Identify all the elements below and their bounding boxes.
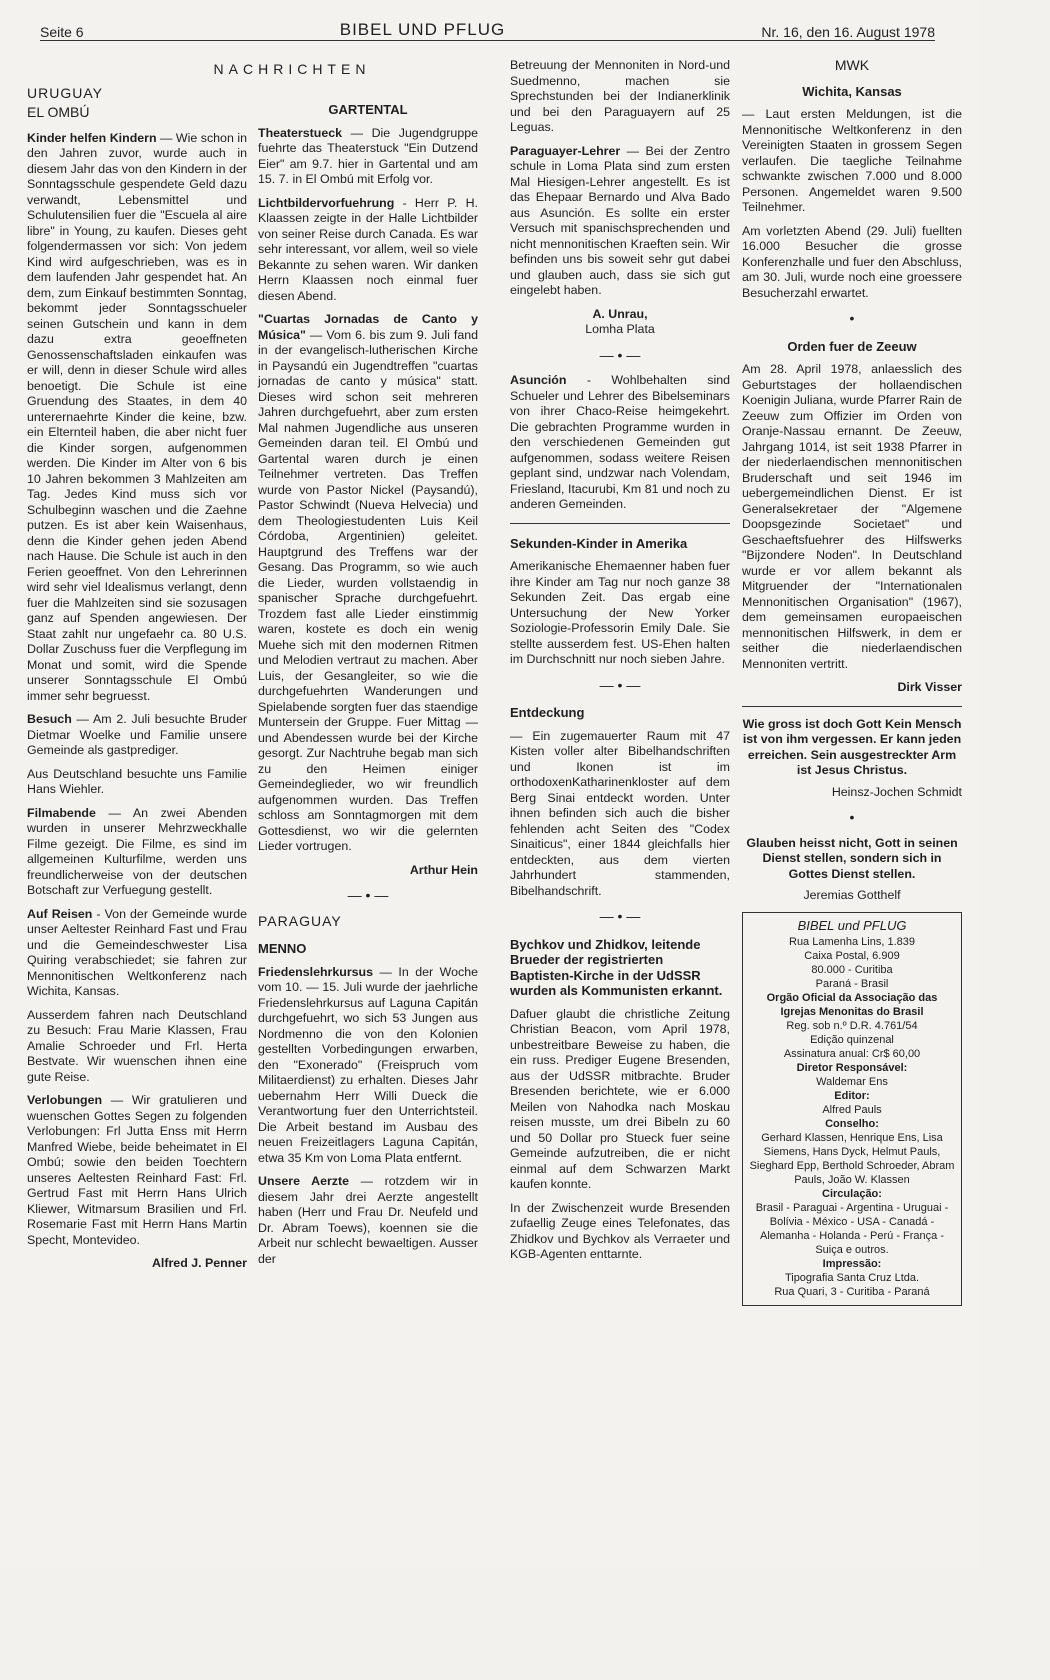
article-paragraph: In der Zwischenzeit wurde Bresenden zufaellig Zeuge eines Telefonates, das Zhidkov und Bychkov als Verraeter und KGB-Agenten enttarnte. <box>510 1200 730 1261</box>
article-paragraph: Filmabende — An zwei Abenden wurden in unserer Mehrzweckhalle Filme gezeigt. Die Filme, es sind im allgemeinen Kulturfilme, werden uns freundlicherweise von der deutschen Botschaft zur Verfuegung gestellt. <box>27 805 247 897</box>
imprint-line: Paraná - Brasil <box>815 977 889 990</box>
quote-author: Heinsz-Jochen Schmidt <box>831 784 962 799</box>
article-paragraph: Auf Reisen - Von der Gemeinde wurde unser Aeltester Reinhard Fast und Frau und die Gemeindeschwester Lisa Quiring verabschiedet; sie fahren zur Mennonitischen Weltkonferenz nach Wichita, Kansas. <box>27 906 247 998</box>
article-paragraph: Friedenslehrkursus — In der Woche vom 10. — 15. Juli wurde der jaehrliche Friedenslehrkursus auf Laguna Capitán durchgefuehrt, wo sich 53 Jungen aus Nordmenno die von den Kolonien gestellten Vorbedingungen erwarben, den "Exonerado" (Freispruch vom Militaerdienst) zu erhalten. Dieses Jahr uebernahm Herr Willi Dueck die Verantwortung fuer den Unterrichtsteil. Die Arbeit bestand im Ausbau des neuen Freizeitlagers Laguna Capitán, etwa 35 Km von Loma Plata entfernt. <box>258 964 478 1165</box>
city-heading: Wichita, Kansas <box>802 83 902 99</box>
article-paragraph: Paraguayer-Lehrer — Bei der Zentro schule in Loma Plata sind zum ersten Mal Hiesigen-Lehrer angestellt. Es ist das Ehepaar Bernardo und Alva Bado aus Asunción. Es sollte ein erster Versuch mit spanischsprechenden und nicht mennonitischen Kraeften sein. Wir befinden uns bis soweit sehr gut dabei und glauben auch, dass sie sich gut eingelebt haben. <box>510 143 730 297</box>
article-heading: Sekunden-Kinder in Amerika <box>510 535 688 551</box>
section-heading: GARTENTAL <box>328 102 408 117</box>
imprint-line: Tipografia Santa Cruz Ltda. <box>784 1271 920 1284</box>
country-heading: PARAGUAY <box>258 912 342 929</box>
signature: Dirk Visser <box>897 680 962 694</box>
imprint-line: Impressão: <box>822 1257 882 1270</box>
imprint-line: Reg. sob n.º D.R. 4.761/54 <box>786 1019 918 1032</box>
imprint-line: 80.000 - Curitiba <box>811 963 893 976</box>
country-heading: URUGUAY <box>27 84 103 101</box>
imprint-line: Assinatura anual: Cr$ 60,00 <box>783 1047 921 1060</box>
article-heading: Bychkov und Zhidkov, leitende Brueder der registrierten Baptisten-Kirche in der UdSSR wurden als Kommunisten erkannt. <box>510 936 723 998</box>
article-paragraph: Aus Deutschland besuchte uns Familie Hans Wiehler. <box>27 766 247 796</box>
article-paragraph: — Ein zugemauerter Raum mit 47 Kisten voller alter Bibelhandschriften und Ikonen ist im orthodoxenKatharinenkloster auf dem Berg Sinai entdeckt worden. Unter ihnen befinden sich auch die bisher fehlenden acht Seiten des "Codex Sinaiticus", einer 1844 gleichfalls hier entdeckten, aus dem vierten Jahrhundert stammenden, Bibelhandschrift. <box>510 728 730 898</box>
page-header <box>40 18 935 41</box>
page-number: Seite 6 <box>40 24 84 40</box>
article-paragraph: Amerikanische Ehemaenner haben fuer ihre Kinder am Tag nur noch ganze 38 Sekunden Zeit. Das ergab eine Untersuchung der New Yorker Soziologie-Professorin Emily Dale. Sie stellte ausserdem fest. US-Ehen halten im Durchschnitt nur noch sieben Jahre. <box>510 559 730 666</box>
city-heading: EL OMBÚ <box>27 104 90 120</box>
imprint-box <box>742 912 962 1306</box>
imprint-line: Editor: <box>834 1089 870 1102</box>
imprint-line: Edição quinzenal <box>810 1033 894 1046</box>
separator: • <box>849 809 855 825</box>
article-paragraph: Asunción - Wohlbehalten sind Schueler und Lehrer des Bibelseminars von ihrer Chaco-Reise heimgekehrt. Die gebrachten Programme wurden in den verschiedenen Gemeinden gut aufgenommen, sodass weitere Reisen geplant sind, undzwar nach Volendam, Friesland, Itacurubi, Km 81 und noch zu anderen Gemeinden. <box>510 373 730 511</box>
imprint-title: BIBEL und PFLUG <box>797 917 907 933</box>
article-paragraph: Dafuer glaubt die christliche Zeitung Christian Beacon, vom April 1978, unbestreitbare Beweise zu haben, die ein russ. Prediger Eugene Bresenden, aus der UdSSR mitbrachte. Bruder Bresenden berichtete, wie er 6.000 Meilen von Nahodka nach Moskau reisen musste, um drei Bibeln zu 60 und 50 Dollar pro Stueck fuer seine Gemeinde aufzutreiben, die er nicht einmal auf dem Schwarzen Markt kaufen konnte. <box>510 1006 730 1191</box>
issue-date: Nr. 16, den 16. August 1978 <box>761 24 935 40</box>
signature: Alfred J. Penner <box>151 1256 247 1270</box>
article-paragraph: Lichtbildervorfuehrung - Herr P. H. Klaassen zeigte in der Halle Lichtbilder von seiner Reise durch Canada. Es war sehr interessant, vor allem, weil so viele Bekannte zu sehen waren. Wir danken Herrn Klaassen noch einmal fuer diesen Abend. <box>258 195 478 303</box>
separator: — • — <box>599 908 641 924</box>
section-heading: MWK <box>834 57 870 73</box>
article-paragraph: "Cuartas Jornadas de Canto y Música" — Vom 6. bis zum 9. Juli fand in der evangelisch-lutherischen Kirche in Paysandú ein Jugendtreffen "cuartas jornadas de canto y música" statt. Dieses wird schon seit mehreren Jahren durchgefuehrt, aber zum ersten Mal nahmen Jugendliche aus unseren Gemeinden daran teil. El Ombú und Gartental waren durch je einen Teilnehmer vertreten. Das Treffen wurde von Pastor Nickel (Paysandú), Pastor Schwindt (Nueva Helvecia) und dem Theologiestudenten Luis Keil Córdoba, Argentinien) geleitet. Hauptgrund des Treffens war der Gesang. Das Programm, so wie auch die Lieder, wurden vollstaendig in spanischer Sprache durchgefuehrt. Trozdem fast alle Lieder einstimmig waren, kostete es doch ein wenig Muehe sich mit den modernen Ritmen und Melodien vertraut zu machen. Aber Luis, der Gesangleiter, so wie die durchgefuehrten Wanderungen und Spielabende sorgten fuer das staendige Muntersein der Gruppe. Fuer Mittag — und Abendessen wurde bei der Kirche gesorgt. Zur Nachtruhe begab man sich zu den Heimen einiger Gemeindeglieder, wo wir freundlich aufgenommen wurden. Das Treffen schloss am Sonntagmorgen mit dem Gottesdienst, wo wir die gelernten Lieder vortrugen. <box>258 312 478 853</box>
separator: — • — <box>599 676 641 693</box>
signature: Arthur Hein <box>409 862 478 877</box>
column-4 <box>742 58 962 1306</box>
article-paragraph: Theaterstueck — Die Jugendgruppe fuehrte das Theaterstuck "Ein Dutzend Eier" am 9.7. hier in Gartental und am 15. 7. in El Ombú mit Erfolg vor. <box>258 125 478 186</box>
imprint-line: Conselho: <box>825 1117 879 1130</box>
signature-name: A. Unrau, <box>592 306 648 321</box>
imprint-line: Waldemar Ens <box>816 1075 888 1088</box>
imprint-line: Alfred Pauls <box>822 1103 882 1116</box>
article-paragraph: Ausserdem fahren nach Deutschland zu Besuch: Frau Marie Klassen, Frau Amalie Schroeder und Frl. Herta Bestvate. Wir wuenschen ihnen eine gute Reise. <box>27 1007 247 1084</box>
article-paragraph: Am 28. April 1978, anlaesslich des Geburtstages der hollaendischen Koenigin Juliana, wurde Pfarrer Rain de Zeeuw zum Offizier im Orden von Oranje-Nassau ernannt. De Zeeuw, Jahrgang 1014, ist seit 1938 Pfarrer in der niederlaendischen mennonitischen Bruderschaft und seit 1946 im uebergemeindlichen Dienst. Er ist Generalsekretaer der "Algemene Doopsgezinde Societaet" und Geschaeftsfuehrer des Hilfswerks "Bijzondere Noden". In Deutschland wurde er vor allem bekannt als Mitgruender der "Internationalen Mennonitischen Organisation" (1967), dem gemeinsamen europaeischen mennonitischen Hilfswerk, in dem er seither die niederlaendischen Mennoniten vertritt. <box>742 362 962 671</box>
column-2 <box>258 90 478 1275</box>
imprint-line: Rua Lamenha Lins, 1.839 <box>789 935 915 948</box>
article-heading: Entdeckung <box>510 705 585 720</box>
quote-author: Jeremias Gotthelf <box>803 888 901 902</box>
article-paragraph: Besuch — Am 2. Juli besuchte Bruder Dietmar Woelke und Familie unsere Gemeinde als gastprediger. <box>27 712 247 757</box>
imprint-line: Rua Quari, 3 - Curitiba - Paraná <box>774 1285 930 1298</box>
quote-text: Wie gross ist doch Gott Kein Mensch ist von ihm vergessen. Er kann jeden erreichen. Sein ausgestreckter Arm ist Jesus Christus. <box>742 716 962 777</box>
article-paragraph: — Laut ersten Meldungen, ist die Mennonitische Weltkonferenz in den Vereinigten Staaten in grossem Segen verlaufen. Die taegliche Teilnahme schwankte zwischen 7.000 und 8.000 Personen. Angemeldet waren 9.500 Teilnehmer. <box>742 107 962 214</box>
imprint-line: Circulação: <box>822 1187 882 1200</box>
newspaper-title: BIBEL UND PFLUG <box>339 20 506 39</box>
quote-text: Glauben heisst nicht, Gott in seinen Dienst stellen, sondern sich in Gottes Dienst stellen. <box>746 835 958 881</box>
section-title: NACHRICHTEN <box>213 61 371 77</box>
article-heading: Orden fuer de Zeeuw <box>787 338 917 354</box>
imprint-line: Gerhard Klassen, Henrique Ens, Lisa Siemens, Hans Dyck, Helmut Pauls, Sieghard Epp, Berthold Schroeder, Abram Pauls, João W. Klassen <box>749 1131 955 1186</box>
article-paragraph: Verlobungen — Wir gratulieren und wuenschen Gottes Segen zu folgenden Verlobungen: Frl Jutta Enss mit Herrn Manfred Wiebe, beide beheimatet in El Ombú; sowie den beiden Toechtern unseres Aeltesten Reinhard Fast: Frl. Gertrud Fast mit Herrn Hans Ulrich Kliewer, Witmarsum Brasilien und Frl. Rosemarie Fast mit Herrn Hans Martin Specht, Montevideo. <box>27 1093 247 1247</box>
separator: — • — <box>599 346 641 363</box>
separator: • <box>849 310 855 326</box>
column-3 <box>510 58 730 1271</box>
article-paragraph: Kinder helfen Kindern — Wie schon in den Jahren zuvor, wurde auch in diesem Jahr das von den Kindern in der Sonntagsschule gespendete Geld dazu verwandt, Lebensmittel und Schulutensilien fuer die "Escuela al aire libre" in Young, zu kaufen. Dieses geht folgendermassen vor sich: Von jedem Kind wird aufgeschrieben, was es in dem laufenden Jahr gespendet hat. An dem, zum Einkauf bestimmten Sonntag, bekommt jeder Sonntagsschueler seinen Gutschein und kann in dem dazu extra geoeffneten Genossenschaftsladen einkaufen was er will, denn in dieser Schule wird alles benoetigt. Die Schule ist eine Gruendung des Staates, in dem 40 unterernaehrte Kinder die keine, bzw. ein Elternteil haben, die aber nicht fuer die Kinder sorgen, aufgenommen werden. Die Kinder im Alter von 6 bis 10 Jahren bekommen 3 Mahlzeiten am Tag. Jedes Kind muss sich vor Schulbeginn waschen und die Zaehne putzen. Es ist aber kein Waisenhaus, denn die Kinder gehen jeden Abend nach Hause. Die Schule ist auch in den Ferien geoeffnet. Von den Lehrerinnen wird sehr viel Idealismus verlangt, denn fuer die Mahlzeiten sind sie sozusagen ganz auf Spenden angewiesen. Der Staat zahlt nur ungefaehr ca. 80 U.S. Dollar Zuschuss fuer die Verpflegung im Monat und somit, wird die Spende unserer Sonntagsschule El Ombú immer sehr begruesst. <box>27 130 247 703</box>
article-paragraph: Unsere Aerzte — rotzdem wir in diesem Jahr drei Aerzte angestellt haben (Herr und Frau Dr. Neufeld und Dr. Abram Toews), koennen sie die Arbeit nur schlecht bewaeltigen. Ausser der <box>258 1174 478 1266</box>
separator: — • — <box>347 887 389 903</box>
imprint-line: Brasil - Paraguai - Argentina - Uruguai - Bolívia - México - USA - Canadá - Alemanha - Holanda - Perú - França - Suiça e outros. <box>755 1201 949 1256</box>
article-paragraph: Betreuung der Mennoniten in Nord-und Suedmenno, machen sie Sprechstunden bei der Indianerklinik und bei den Paraguayern auf 25 Leguas. <box>510 58 730 134</box>
imprint-line: Diretor Responsável: <box>796 1061 908 1074</box>
imprint-line: Caixa Postal, 6.909 <box>804 949 900 962</box>
divider <box>510 523 730 524</box>
signature-place: Lomha Plata <box>585 322 655 336</box>
city-heading: MENNO <box>258 941 307 956</box>
article-paragraph: Am vorletzten Abend (29. Juli) fuellten 16.000 Besucher die grosse Konferenzhalle und fuer den Abschluss, am 30. Juli, wurde noch eine groessere Besucherzahl erwartet. <box>742 223 962 300</box>
divider <box>742 706 962 707</box>
imprint-line: Orgão Oficial da Associação das Igrejas Menonitas do Brasil <box>766 991 938 1018</box>
